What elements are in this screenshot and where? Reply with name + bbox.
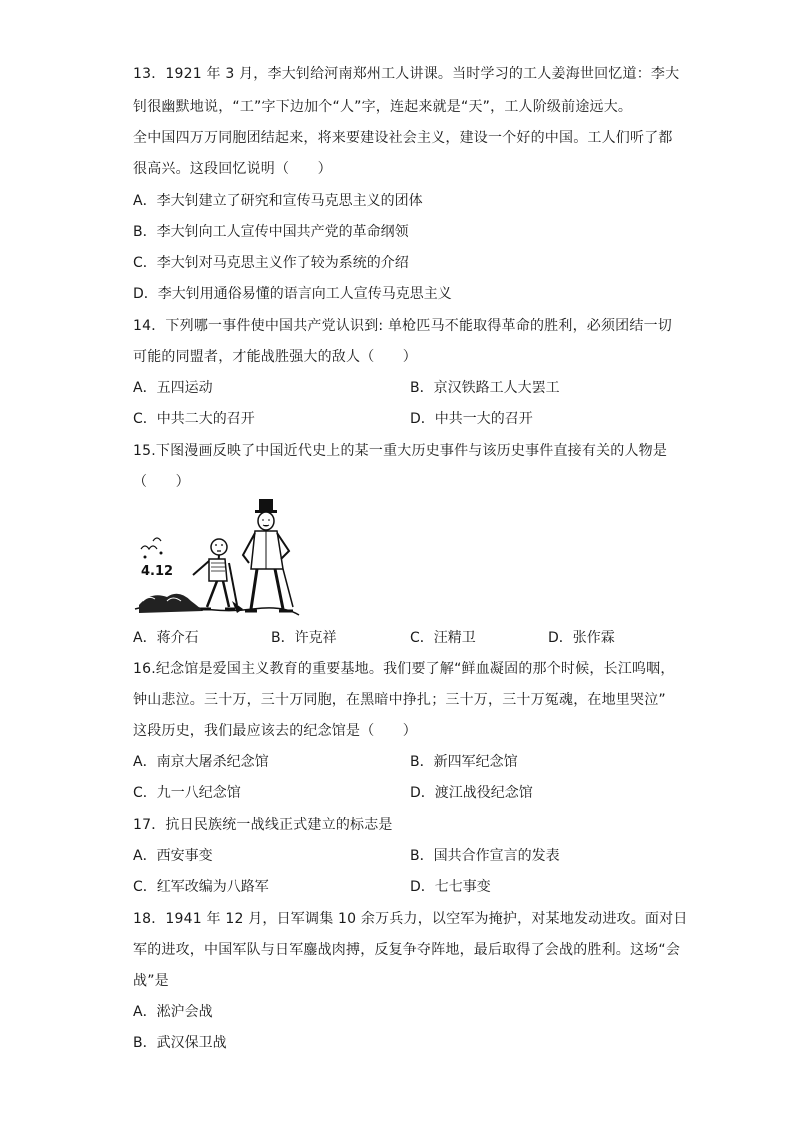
question-text-line: 15.下图漫画反映了中国近代史上的某一重大历史事件与该历史事件直接有关的人物是: [133, 443, 668, 459]
option-c: C．九一八纪念馆: [133, 785, 241, 801]
option-a: A．李大钊建立了研究和宣传马克思主义的团体: [133, 193, 423, 209]
question-text-line: （ ）: [133, 474, 190, 490]
option-d: D．中共一大的召开: [410, 411, 533, 427]
option-a: A．蒋介石: [133, 630, 199, 646]
question-text-line: 14．下列哪一事件使中国共产党认识到: 单枪匹马不能取得革命的胜利，必须团结一切: [133, 318, 672, 334]
option-a: A．五四运动: [133, 380, 213, 396]
question-text-line: 军的进攻，中国军队与日军鏖战肉搏，反复争夺阵地，最后取得了会战的胜利。这场“会: [133, 942, 681, 958]
cartoon-label: 4.12: [141, 564, 174, 579]
question-text-line: 钟山悲泣。三十万，三十万同胞，在黑暗中挣扎；三十万，三十万冤魂，在地里哭泣”: [133, 692, 666, 708]
option-a: A．淞沪会战: [133, 1004, 213, 1020]
option-b: B．国共合作宣言的发表: [410, 848, 560, 864]
option-d: D．李大钊用通俗易懂的语言向工人宣传马克思主义: [133, 286, 452, 302]
question-text-line: 全中国四万万同胞团结起来，将来要建设社会主义，建设一个好的中国。工人们听了都: [133, 130, 673, 146]
option-b: B．京汉铁路工人大罢工: [410, 380, 560, 396]
question-text-line: 钊很幽默地说，“工”字下边加个“人”字，连起来就是“天”，工人阶级前途远大。: [133, 99, 633, 115]
question-text-line: 这段历史，我们最应该去的纪念馆是（ ）: [133, 723, 417, 739]
option-c: C．李大钊对马克思主义作了较为系统的介绍: [133, 255, 409, 271]
option-b: B．武汉保卫战: [133, 1035, 227, 1051]
option-b: B．新四军纪念馆: [410, 754, 518, 770]
question-text-line: 13．1921 年 3 月，李大钊给河南郑州工人讲课。当时学习的工人姜海世回忆道：李大: [133, 66, 680, 82]
question-text-line: 16.纪念馆是爱国主义教育的重要基地。我们要了解“鲜血凝固的那个时候，长江呜咽，: [133, 661, 675, 677]
option-d: D．七七事变: [410, 879, 491, 895]
option-c: C．中共二大的召开: [133, 411, 255, 427]
option-d: D．张作霖: [548, 630, 615, 646]
question-text-line: 很高兴。这段回忆说明（ ）: [133, 161, 332, 177]
option-b: B．李大钊向工人宣传中国共产党的革命纲领: [133, 224, 409, 240]
option-d: D．渡江战役纪念馆: [410, 785, 533, 801]
question-text-line: 17．抗日民族统一战线正式建立的标志是: [133, 817, 393, 833]
option-a: A．西安事变: [133, 848, 213, 864]
question-text-line: 可能的同盟者，才能战胜强大的敌人（ ）: [133, 349, 417, 365]
option-c: C．红军改编为八路军: [133, 879, 269, 895]
question-text-line: 18．1941 年 12 月，日军调集 10 余万兵力，以空军为掩护，对某地发动进攻。面对日: [133, 911, 688, 927]
option-a: A．南京大屠杀纪念馆: [133, 754, 269, 770]
political-cartoon-image: [133, 497, 301, 621]
question-text-line: 战”是: [133, 973, 169, 989]
option-c: C．汪精卫: [410, 630, 476, 646]
option-b: B．许克祥: [271, 630, 337, 646]
